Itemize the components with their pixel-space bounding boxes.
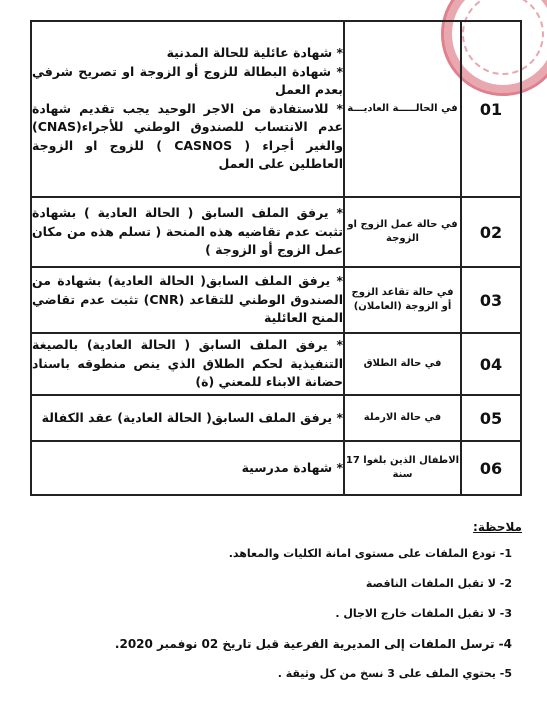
row-number: 03 <box>461 267 521 333</box>
row-number: 01 <box>461 21 521 197</box>
note-item: 3- لا تقبل الملفات خارج الاجال . <box>335 607 512 620</box>
requirements-table <box>30 20 522 496</box>
case-label: في حالة الارملة <box>344 395 461 441</box>
document-item: * يرفق الملف السابق ( الحالة العادية ) بشهادة تثبت عدم تقاضيه هذه المنحة ( تسلم هذه من مكان عمل الزوج أو الزوجة ) <box>32 205 343 258</box>
notes-section <box>0 520 530 696</box>
required-documents <box>31 267 344 333</box>
table-row <box>31 333 521 395</box>
table-row <box>31 441 521 495</box>
required-documents <box>31 21 344 197</box>
required-documents <box>31 333 344 395</box>
document-item: * يرفق الملف السابق( الحالة العادية) عقد الكفالة <box>41 409 343 425</box>
table-row <box>31 395 521 441</box>
required-documents <box>31 395 344 441</box>
case-label: في حالة تقاعد الزوج أو الزوجة (العاملان) <box>344 267 461 333</box>
notes-title: ملاحظة: <box>473 520 522 534</box>
row-number: 04 <box>461 333 521 395</box>
document-item: * شهادة البطالة للزوج أو الزوجة او تصريح شرفي بعدم العمل <box>32 63 343 98</box>
document-item: * شهادة مدرسية <box>241 459 343 475</box>
document-item: * يرفق الملف السابق ( الحالة العادية) بالصيغة التنفيذية لحكم الطلاق الذي ينص منطوقه باسناد حضانة الابناء للمعني (ة) <box>32 337 343 390</box>
row-number: 02 <box>461 197 521 267</box>
case-label: في حالة الطلاق <box>344 333 461 395</box>
required-documents <box>31 441 344 495</box>
document-item: * يرفق الملف السابق( الحالة العادية) بشهادة من الصندوق الوطني للتقاعد (CNR) تثبت عدم تقاضي المنح العائلية <box>32 273 343 326</box>
case-label: في الحالـــــة العاديـــة <box>344 21 461 197</box>
note-item: 4- ترسل الملفات إلى المديرية الفرعية قبل تاريخ 02 نوفمبر 2020. <box>114 637 512 651</box>
required-documents <box>31 197 344 267</box>
table-row <box>31 197 521 267</box>
case-label: الاطفال الذين بلغوا 17 سنة <box>344 441 461 495</box>
document-item: * شهادة عائلية للحالة المدنية <box>166 45 343 61</box>
table-row <box>31 21 521 197</box>
row-number: 06 <box>461 441 521 495</box>
note-item: 5- يحتوي الملف على 3 نسخ من كل وثيقة . <box>277 667 512 680</box>
document-item: * للاستفادة من الاجر الوحيد يجب تقديم شهادة عدم الانتساب للصندوق الوطني للأجراء(CNAS) والغير أجراء ( CASNOS ) للزوج او الزوجة العاطلين على العمل <box>32 100 343 172</box>
row-number: 05 <box>461 395 521 441</box>
note-item: 1- تودع الملفات على مستوى امانة الكليات والمعاهد. <box>228 547 512 560</box>
note-item: 2- لا تقبل الملفات الناقصة <box>365 577 512 590</box>
table-row <box>31 267 521 333</box>
case-label: في حالة عمل الزوج او الزوجة <box>344 197 461 267</box>
